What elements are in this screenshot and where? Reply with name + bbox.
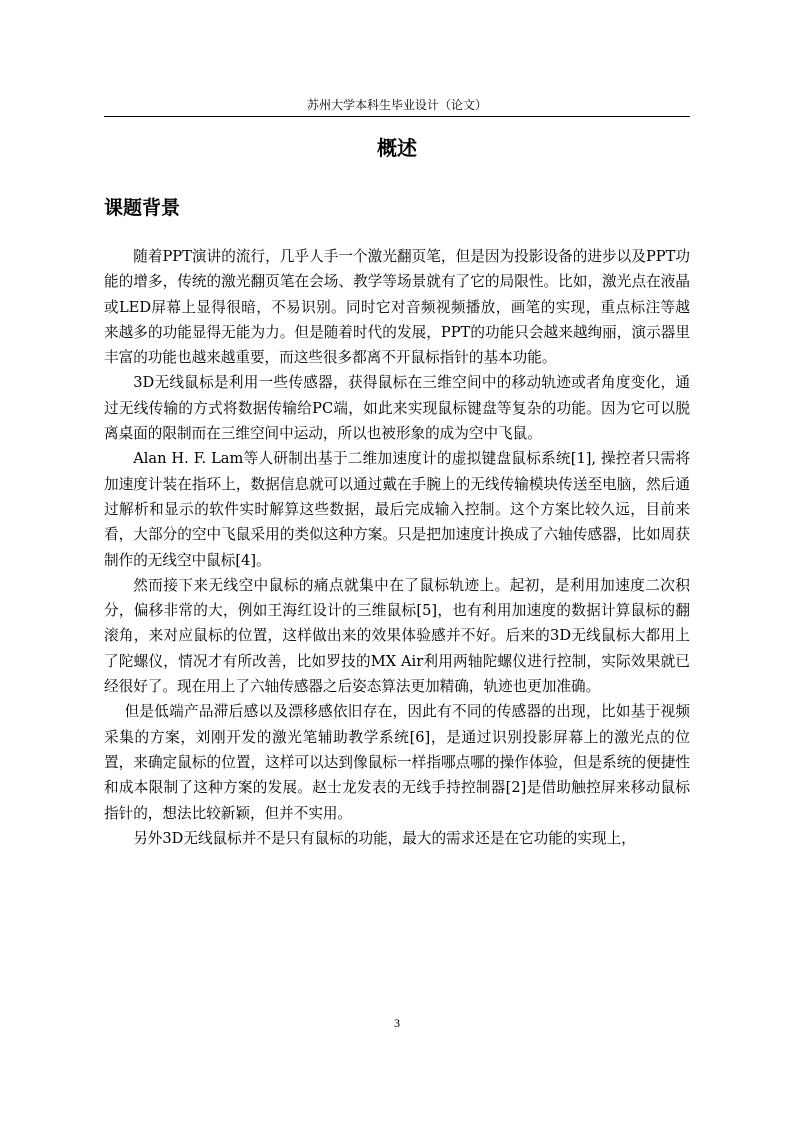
- header-rule: [104, 116, 690, 117]
- chapter-title: 概述: [377, 136, 417, 160]
- running-header: 苏州大学本科生毕业设计（论文）: [306, 98, 487, 112]
- paragraph: 随着PPT演讲的流行，几乎人手一个激光翻页笔，但是因为投影设备的进步以及PPT功能的增多，传统的激光翻页笔在会场、教学等场景就有了它的局限性。比如，激光点在液晶或LED屏幕上显得很暗，不易识别。同时它对音频视频播放，画笔的实现，重点标注等越来越多的功能显得无能为力。但是随着时代的发展，PPT的功能只会越来越绚丽，演示器里丰富的功能也越来越重要，而这些很多都离不开鼠标指针的基本功能。: [104, 248, 690, 367]
- paragraph: Alan H. F. Lam等人研制出基于二维加速度计的虚拟键盘鼠标系统[1], 操控者只需将加速度计装在指环上，数据信息就可以通过戴在手腕上的无线传输模块传送至电脑，然后通过解析和显示的软件实时解算这些数据，最后完成输入控制。这个方案比较久远，目前来看，大部分的空中飞鼠采用的类似这种方案。只是把加速度计换成了六轴传感器，比如周获制作的无线空中鼠标[4]。: [104, 450, 690, 569]
- paragraph: 另外3D无线鼠标并不是只有鼠标的功能，最大的需求还是在它功能的实现上，: [133, 829, 636, 847]
- paragraph: 然而接下来无线空中鼠标的痛点就集中在了鼠标轨迹上。起初，是利用加速度二次积分，偏移非常的大，例如王海红设计的三维鼠标[5]，也有利用加速度的数据计算鼠标的翻滚角，来对应鼠标的位置，这样做出来的效果体验感并不好。后来的3D无线鼠标大都用上了陀螺仪，情况才有所改善，比如罗技的MX Air利用两轴陀螺仪进行控制，实际效果就已经很好了。现在用上了六轴传感器之后姿态算法更加精确，轨迹也更加准确。: [104, 576, 690, 696]
- paragraph: 但是低端产品滞后感以及漂移感依旧存在，因此有不同的传感器的出现，比如基于视频采集的方案，刘刚开发的激光笔辅助教学系统[6]，是通过识别投影屏幕上的激光点的位置，来确定鼠标的位置，这样可以达到像鼠标一样指哪点哪的操作体验，但是系统的便捷性和成本限制了这种方案的发展。赵士龙发表的无线手持控制器[2]是借助触控屏来移动鼠标指针的，想法比较新颖，但并不实用。: [104, 703, 690, 822]
- section-title: 课题背景: [104, 197, 181, 219]
- page-number: 3: [394, 1016, 400, 1030]
- body-text: [104, 244, 690, 851]
- paragraph: 3D无线鼠标是利用一些传感器，获得鼠标在三维空间中的移动轨迹或者角度变化，通过无线传输的方式将数据传输给PC端，如此来实现鼠标键盘等复杂的功能。因为它可以脱离桌面的限制而在三维空间中运动，所以也被形象的成为空中飞鼠。: [104, 374, 690, 443]
